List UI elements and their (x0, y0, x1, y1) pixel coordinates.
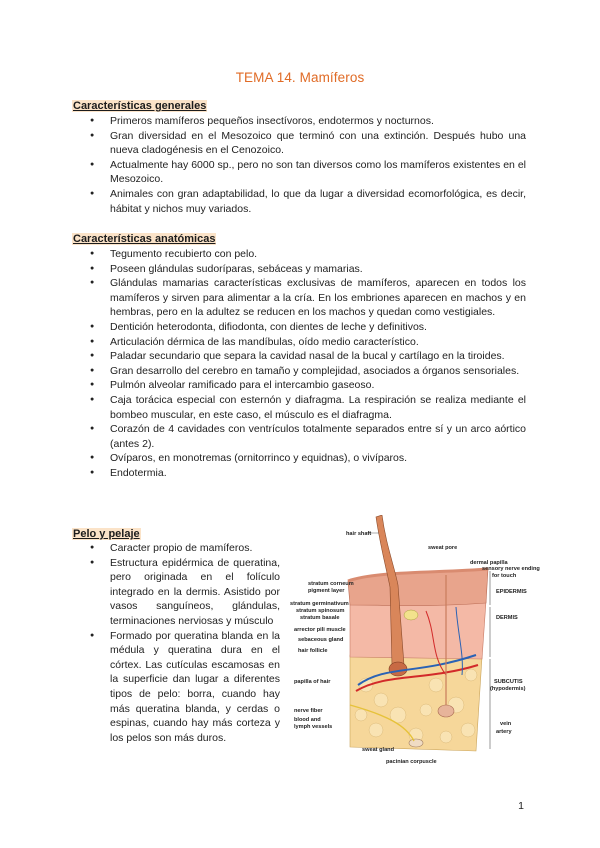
hair-bulb (389, 662, 407, 676)
label-nerve-fiber: nerve fiber (294, 708, 323, 714)
section-heading-pelo: Pelo y pelaje (73, 528, 140, 540)
list-item: ● Articulación dérmica de las mandíbulas, oído medio característico. (90, 335, 526, 350)
label-sensory-nerve-ending: sensory nerve ending (482, 566, 540, 572)
label-sweat-gland: sweat gland (362, 747, 395, 753)
skin-cross-section-figure (286, 515, 548, 767)
label-hair-follicle: hair follicle (298, 648, 328, 654)
list-generales (90, 114, 526, 216)
list-item: ● Gran diversidad en el Mesozoico que terminó con una extinción. Después hubo una nueva cladogénesis en el Cenozoico. (90, 129, 526, 158)
list-item: ● Corazón de 4 cavidades con ventrículos totalmente separados entre sí y un arco aórtico (antes 2). (90, 422, 526, 451)
list-item: ● Pulmón alveolar ramificado para el intercambio gaseoso. (90, 378, 526, 393)
page-title: TEMA 14. Mamíferos (235, 70, 365, 85)
list-anatomicas (90, 247, 526, 481)
label-sebaceous-gland: sebaceous gland (298, 637, 344, 643)
list-item: ● Dentición heterodonta, difiodonta, con dientes de leche y definitivos. (90, 320, 526, 335)
list-item: ● Paladar secundario que separa la cavidad nasal de la bucal y cartílago en la tiroides. (90, 349, 526, 364)
label-hair-shaft: hair shaft (346, 531, 372, 537)
label-lymph-vessels: lymph vessels (294, 724, 333, 730)
label-sweat-pore: sweat pore (428, 545, 458, 551)
label-blood-and: blood and (294, 717, 321, 723)
label-stratum-corneum: stratum corneum (308, 581, 354, 587)
list-item: ● Poseen glándulas sudoríparas, sebáceas y mamarias. (90, 262, 526, 277)
list-item: ● Animales con gran adaptabilidad, lo que da lugar a diversidad ecomorfológica, es decir, hábitat y nichos muy variados. (90, 187, 526, 216)
list-pelo (90, 541, 280, 745)
list-item: ● Tegumento recubierto con pelo. (90, 247, 526, 262)
label-dermal-papilla: dermal papilla (470, 560, 508, 566)
section-heading-generales: Características generales (73, 100, 207, 112)
list-item: ● Estructura epidérmica de queratina, pero originada en el folículo integrado en la dermis. Asistido por vasos sanguíneos, glándulas, terminaciones nerviosas y músculo (90, 556, 280, 629)
label-artery: artery (496, 729, 512, 735)
label-pacinian-corpuscle: pacinian corpuscle (386, 759, 437, 765)
list-item: ● Ovíparos, en monotremas (ornitorrinco y equidnas), o vivíparos. (90, 451, 526, 466)
list-item: ● Caja torácica especial con esternón y diafragma. La respiración se realiza mediante el bombeo muscular, en este caso, el músculo es el diafragma. (90, 393, 526, 422)
list-item: ● Caracter propio de mamíferos. (90, 541, 280, 556)
label-epidermis: EPIDERMIS (496, 589, 527, 595)
label-stratum-germinativum: stratum germinativum (290, 601, 349, 607)
list-item: ● Primeros mamíferos pequeños insectívoros, endotermos y nocturnos. (90, 114, 526, 129)
list-item: ● Formado por queratina blanda en la médula y queratina dura en el córtex. Las cutículas escamosas en la superficie dan lugar a diferentes tipos de pelo: borra, cuando hay más queratina blanda, y cerdas o espinas, cuando hay más corteza y los pelos son más duros. (90, 629, 280, 746)
label-pigment-layer: pigment layer (308, 588, 345, 594)
label-stratum-spinosum: stratum spinosum (296, 608, 345, 614)
label-dermis: DERMIS (496, 615, 518, 621)
page-number: 1 (518, 800, 524, 812)
dermis-layer (350, 601, 486, 659)
label-subcutis: SUBCUTIS (494, 679, 523, 685)
pacinian-corpuscle (409, 739, 423, 747)
section-heading-anatomicas: Características anatómicas (73, 233, 216, 245)
label-for-touch: for touch (492, 573, 517, 579)
label-arrector-pili: arrector pili muscle (294, 627, 346, 633)
label-papilla-of-hair: papilla of hair (294, 679, 331, 685)
list-item: ● Endotermia. (90, 466, 526, 481)
label-vein: vein (500, 721, 512, 727)
list-item: ● Gran desarrollo del cerebro en tamaño y complejidad, asociados a órganos sensoriales. (90, 364, 526, 379)
sebaceous-gland (404, 610, 418, 620)
label-hypodermis: (hypodermis) (490, 686, 526, 692)
sweat-gland (438, 705, 454, 717)
list-item: ● Actualmente hay 6000 sp., pero no son tan diversos como los mamíferos existentes en el Mesozoico. (90, 158, 526, 187)
list-item: ● Glándulas mamarias características exclusivas de mamíferos, aparecen en todos los mamíferos y sirven para alimentar a la cría. En los embriones aparecen en machos y en hembras, pero en la adultez se reducen en los machos y quedan como vestigiales. (90, 276, 526, 320)
label-stratum-basale: stratum basale (300, 615, 340, 621)
